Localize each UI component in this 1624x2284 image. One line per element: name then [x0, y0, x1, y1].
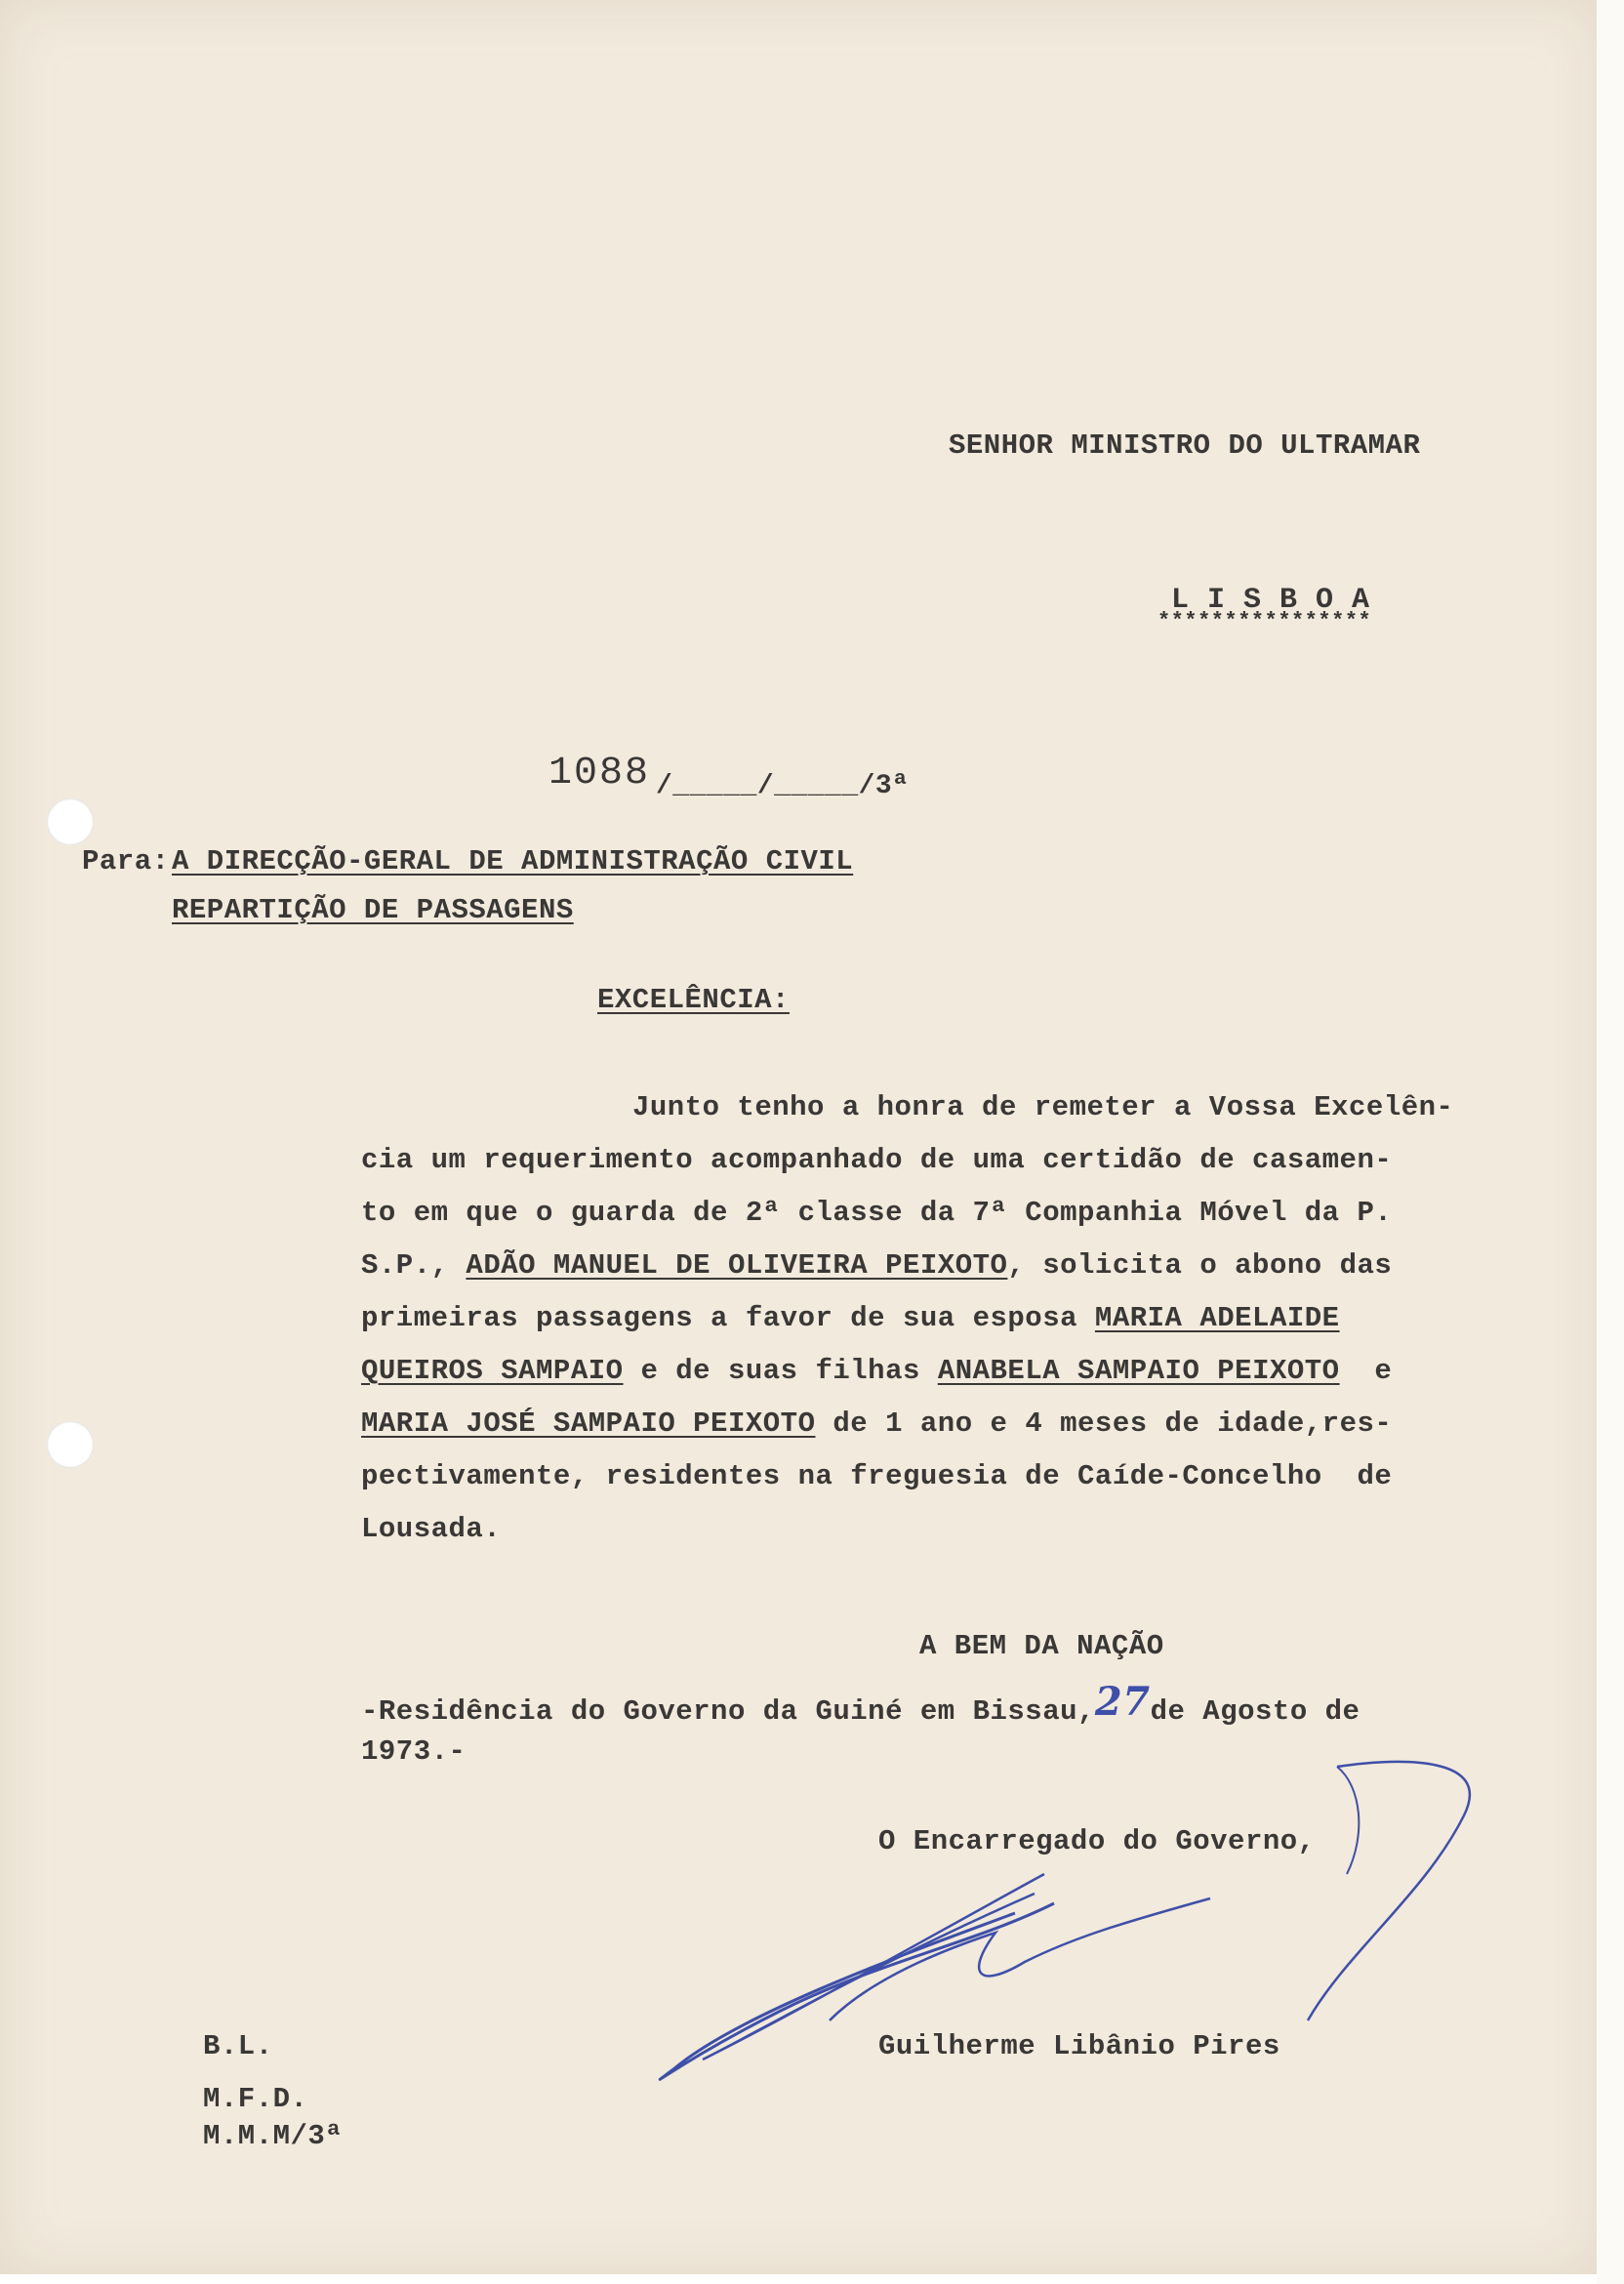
body-line-3: to em que o guarda de 2ª classe da 7ª Companhia Móvel da P.	[361, 1197, 1393, 1229]
reference-slashes: /_____/_____/3ª	[656, 771, 910, 801]
body-line-8: pectivamente, residentes na freguesia de Caíde-Concelho de	[361, 1460, 1393, 1492]
name-maria-jose: MARIA JOSÉ SAMPAIO PEIXOTO	[361, 1407, 816, 1440]
handwritten-day: 27	[1094, 1679, 1151, 1725]
para-line-1: A DIRECÇÃO-GERAL DE ADMINISTRAÇÃO CIVIL	[172, 845, 854, 877]
signatory-title: O Encarregado do Governo,	[878, 1825, 1316, 1857]
body-line-7: MARIA JOSÉ SAMPAIO PEIXOTO de 1 ano e 4 meses de idade,res-	[361, 1407, 1393, 1440]
year: 1973.-	[361, 1735, 467, 1768]
signatory-name: Guilherme Libânio Pires	[878, 2030, 1280, 2062]
body-line-4: S.P., ADÃO MANUEL DE OLIVEIRA PEIXOTO, solicita o abono das	[361, 1249, 1393, 1282]
initials-2: M.F.D.	[203, 2083, 308, 2115]
initials-3: M.M.M/3ª	[203, 2120, 344, 2152]
name-maria-adelaide: MARIA ADELAIDE	[1094, 1302, 1340, 1334]
body-line-6: QUEIROS SAMPAIO e de suas filhas ANABELA SAMPAIO PEIXOTO e	[361, 1355, 1393, 1387]
salutation: EXCELÊNCIA:	[597, 984, 790, 1016]
name-anabela: ANABELA SAMPAIO PEIXOTO	[937, 1355, 1340, 1387]
para-label: Para:	[82, 845, 170, 877]
addressee: SENHOR MINISTRO DO ULTRAMAR	[949, 429, 1421, 462]
city-underline: ****************	[1157, 609, 1372, 633]
place-date: -Residência do Governo da Guiné em Bissau,27de Agosto de	[361, 1679, 1360, 1728]
body-line-1: Junto tenho a honra de remeter a Vossa Excelên-	[632, 1091, 1454, 1123]
body-line-5: primeiras passagens a favor de sua esposa MARIA ADELAIDE	[361, 1302, 1340, 1334]
initials-1: B.L.	[203, 2030, 273, 2062]
name-adao: ADÃO MANUEL DE OLIVEIRA PEIXOTO	[466, 1249, 1008, 1282]
body-line-9: Lousada.	[361, 1513, 502, 1545]
reference-number: 1088	[548, 752, 651, 795]
para-line-2: REPARTIÇÃO DE PASSAGENS	[172, 894, 574, 926]
city: L I S B O A	[1171, 584, 1370, 617]
name-queiros-sampaio: QUEIROS SAMPAIO	[361, 1355, 624, 1387]
closing: A BEM DA NAÇÃO	[919, 1630, 1164, 1662]
body-line-2: cia um requerimento acompanhado de uma certidão de casamen-	[361, 1144, 1393, 1176]
